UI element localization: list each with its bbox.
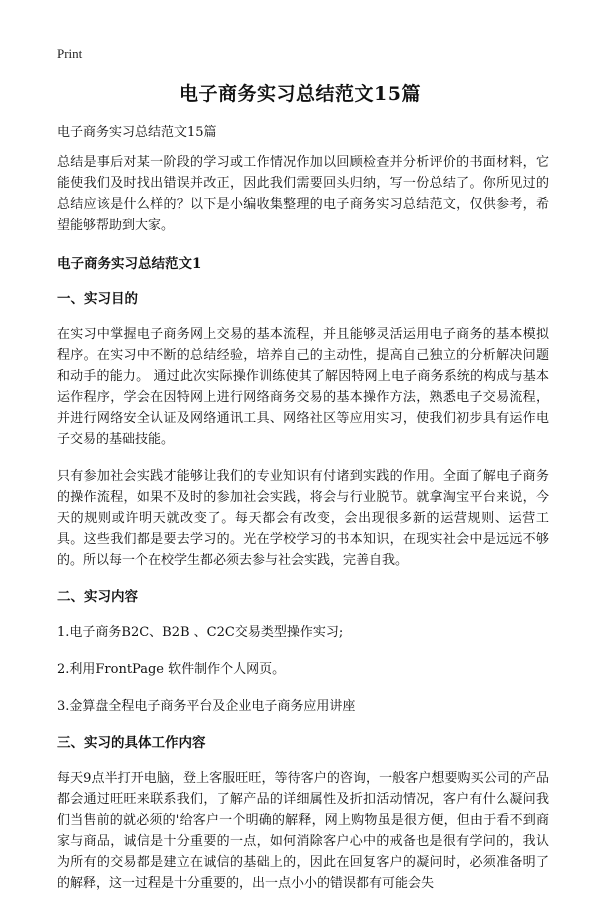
- intro-paragraph: 总结是事后对某一阶段的学习或工作情况作加以回顾检查并分析评价的书面材料，它能使我们及时找出错误并改正，因此我们需要回头归纳，写一份总结了。你所见过的总结应该是什么样的？以下是小编收集整理的电子商务实习总结范文，仅供参考，希望能够帮助到大家。: [57, 155, 549, 233]
- section-heading-purpose: 一、实习目的: [57, 291, 138, 307]
- document-subtitle: 电子商务实习总结范文15篇: [57, 125, 217, 140]
- paragraph-purpose-2: 只有参加社会实践才能够让我们的专业知识有付诸到实践的作用。全面了解电子商务的操作流程，如果不及时的参加社会实践，将会与行业脱节。就拿淘宝平台来说，今天的规则或许明天就改变了。每天都会有改变，会出现很多新的运营规则、运营工具。这些我们都是要去学习的。光在学校学习的书本知识，在现实社会中是远远不够的。所以每一个在校学生都必须去参与社会实践，完善自我。: [57, 469, 549, 568]
- list-item: 2.利用FrontPage 软件制作个人网页。: [57, 662, 286, 677]
- document-body: [57, 122, 549, 910]
- page-title: 电子商务实习总结范文15篇: [179, 83, 421, 105]
- print-link[interactable]: Print: [57, 46, 83, 61]
- list-item: 1.电子商务B2C、B2B 、C2C交易类型操作实习;: [57, 625, 344, 640]
- paragraph-work-1: 每天9点半打开电脑，登上客服旺旺，等待客户的咨询，一般客户想要购买公司的产品都会通过旺旺来联系我们，了解产品的详细属性及折扣活动情况，客户有什么凝问我们当售前的就必须的'给客户一个明确的解释，网上购物虽是很方便，但由于看不到商家与商品，诚信是十分重要的一点，如何消除客户心中的戒备也是很有学问的，我认为所有的交易都是建立在诚信的基础上的，因此在回复客户的凝问时，必须准备明了的解释，这一过程是十分重要的，出一点小小的错误都有可能会失: [57, 771, 549, 891]
- paragraph-purpose-1: 在实习中掌握电子商务网上交易的基本流程，并且能够灵活运用电子商务的基本模拟程序。在实习中不断的总结经验，培养自己的主动性，提高自己独立的分析解决问题和动手的能力。 通过此次实际操作训练使其了解因特网上电子商务系统的构成与基本运作程序，学会在因特网上进行网络商务交易的基本操作方法，熟悉电子交易流程，并进行网络安全认证及网络通讯工具、网络社区等应用实习，使我们初步具有运作电子交易的基础技能。: [57, 327, 549, 447]
- article-heading: 电子商务实习总结范文1: [57, 256, 202, 272]
- list-item: 3.金算盘全程电子商务平台及企业电子商务应用讲座: [57, 699, 356, 714]
- section-heading-work: 三、实习的具体工作内容: [57, 735, 206, 751]
- section-heading-content: 二、实习内容: [57, 589, 138, 605]
